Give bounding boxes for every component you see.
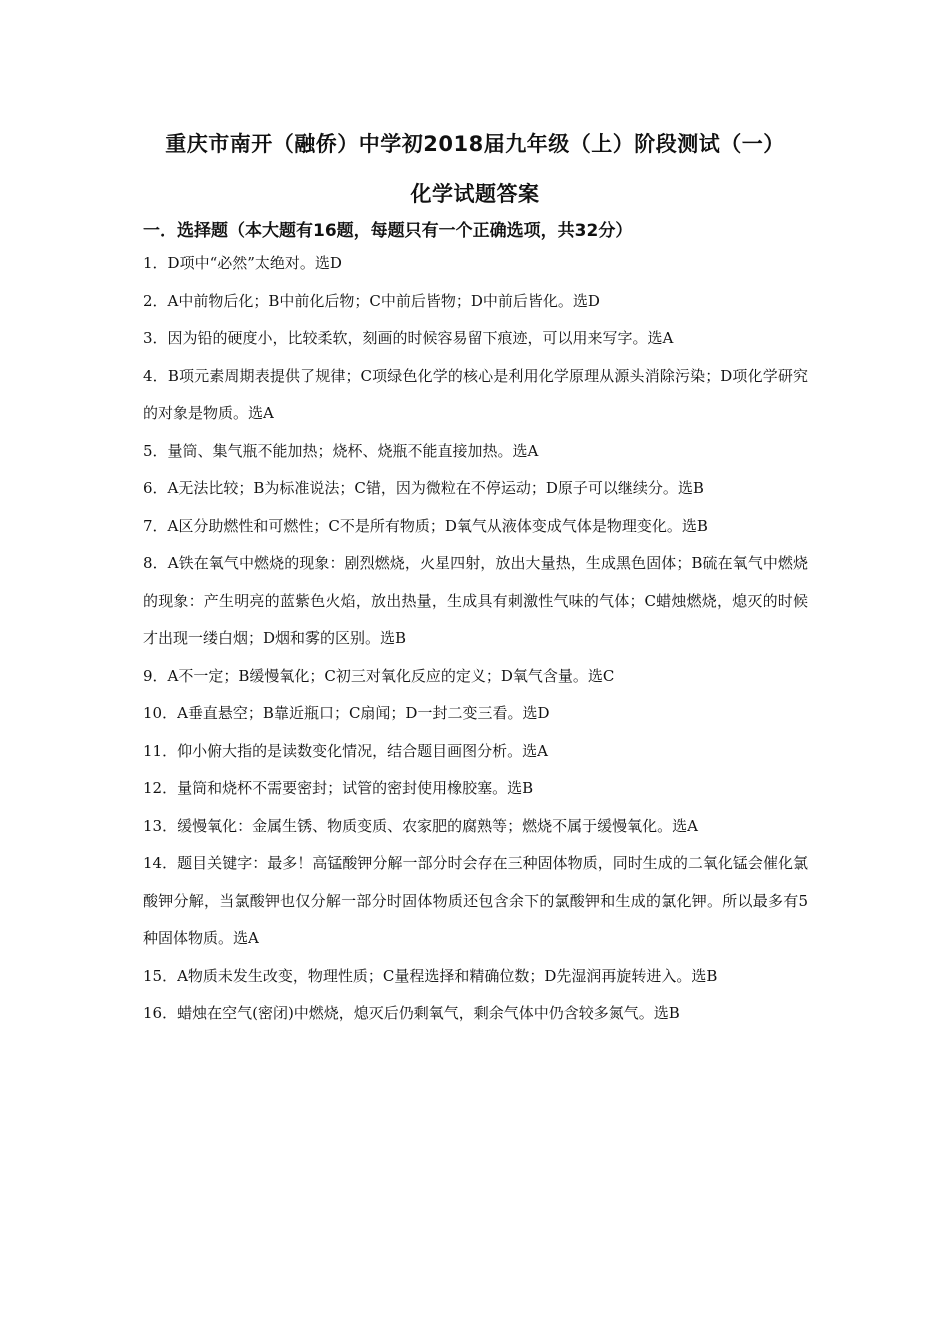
answer-item-16: 16．蜡烛在空气(密闭)中燃烧，熄灭后仍剩氧气，剩余气体中仍含较多氮气。选B xyxy=(143,1004,680,1022)
document-subtitle: 化学试题答案 xyxy=(410,182,540,206)
answer-item-15: 15．A物质未发生改变，物理性质；C量程选择和精确位数；D先湿润再旋转进入。选B xyxy=(143,966,718,985)
answer-item-9: 9．A不一定；B缓慢氧化；C初三对氧化反应的定义；D氧气含量。选C xyxy=(143,666,615,685)
answer-item-6: 6．A无法比较；B为标准说法；C错，因为微粒在不停运动；D原子可以继续分。选B xyxy=(143,479,704,497)
answer-item-8: 8．A铁在氧气中燃烧的现象：剧烈燃烧，火星四射，放出大量热，生成黑色固体；B硫在氧气中燃烧的现象：产生明亮的蓝紫色火焰，放出热量，生成具有刺激性气味的气体；C蜡烛燃烧，熄灭的时候才出现一缕白烟；D烟和雾的区别。选B xyxy=(143,554,808,647)
answer-item-10: 10．A垂直悬空；B靠近瓶口；C扇闻；D一封二变三看。选D xyxy=(143,704,550,722)
answer-item-1: 1．D项中“必然”太绝对。选D xyxy=(143,254,342,272)
answer-item-12: 12．量筒和烧杯不需要密封；试管的密封使用橡胶塞。选B xyxy=(143,779,534,797)
answer-item-5: 5．量筒、集气瓶不能加热；烧杯、烧瓶不能直接加热。选A xyxy=(143,441,539,460)
answer-item-4: 4．B项元素周期表提供了规律；C项绿色化学的核心是利用化学原理从源头消除污染；D项化学研究的对象是物质。选A xyxy=(143,366,808,422)
answer-item-3: 3．因为铅的硬度小，比较柔软，刻画的时候容易留下痕迹，可以用来写字。选A xyxy=(143,329,674,347)
answer-item-11: 11．仰小俯大指的是读数变化情况，结合题目画图分析。选A xyxy=(143,741,548,760)
answer-item-2: 2．A中前物后化；B中前化后物；C中前后皆物；D中前后皆化。选D xyxy=(143,291,600,310)
answer-item-13: 13．缓慢氧化：金属生锈、物质变质、农家肥的腐熟等；燃烧不属于缓慢氧化。选A xyxy=(143,816,698,835)
answer-item-7: 7．A区分助燃性和可燃性；C不是所有物质；D氧气从液体变成气体是物理变化。选B xyxy=(143,516,708,535)
document-title: 重庆市南开（融侨）中学初2018届九年级（上）阶段测试（一） xyxy=(165,132,785,156)
answer-list xyxy=(143,245,808,1033)
answer-item-14: 14．题目关键字：最多！高锰酸钾分解一部分时会存在三种固体物质，同时生成的二氧化锰会催化氯酸钾分解，当氯酸钾也仅分解一部分时固体物质还包含余下的氯酸钾和生成的氯化钾。所以最多有5种固体物质。选A xyxy=(143,854,808,947)
section-heading: 一．选择题（本大题有16题，每题只有一个正确选项，共32分） xyxy=(143,221,633,241)
